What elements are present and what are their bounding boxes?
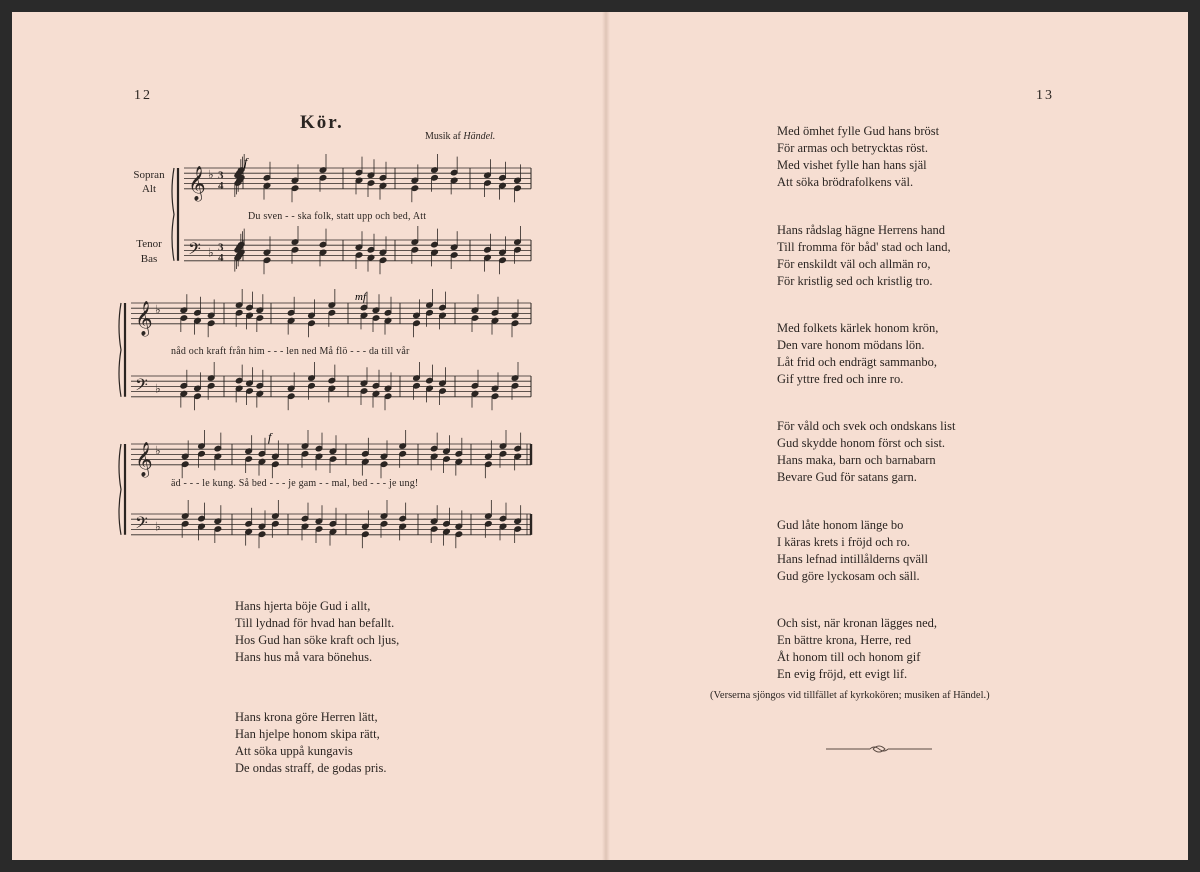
dynamic-mezzoforte: mf <box>355 291 366 303</box>
voice-label-bas: Bas <box>140 253 158 265</box>
stanza-right-5: Gud låte honom länge bo I käras krets i fröjd och ro. Hans lefnad intillålderns qväll Gud göre lyckosam och säll. <box>777 518 929 583</box>
voice-label-sopran: Sopran <box>133 169 165 181</box>
footnote: (Verserna sjöngos vid tillfället af kyrkokören; musiken af Händel.) <box>710 690 990 701</box>
flat-icon: ♭ <box>155 381 161 396</box>
page-number-right: 13 <box>1036 88 1054 103</box>
stanza-right-4: För våld och svek och ondskans list Gud skydde honom först och sist. Hans maka, barn och barnabarn Bevare Gud för satans garn. <box>777 419 956 484</box>
lyrics-line-2: nåd och kraft från him - - - len ned Må flö - - - da till vår <box>171 346 410 357</box>
flat-icon: ♭ <box>208 245 214 260</box>
page-title: Kör. <box>300 112 344 133</box>
stanza-left-2: Hans krona göre Herren lätt, Han hjelpe honom skipa rätt, Att söka uppå kungavis De ondas straff, de godas pris. <box>235 710 387 775</box>
flat-icon: ♭ <box>208 167 214 182</box>
system-brace <box>172 168 174 261</box>
flat-icon: ♭ <box>155 443 161 458</box>
stanza-right-3: Med folkets kärlek honom krön, Den vare honom mödans lön. Låt frid och endrägt sammanbo, Gif yttre fred och inre ro. <box>777 321 939 386</box>
dynamic-forte-2: f <box>268 430 272 444</box>
lyrics-line-3: äd - - - le kung. Så bed - - - je gam - - mal, bed - - - je ung! <box>171 478 419 489</box>
treble-clef-icon: 𝄞 <box>135 441 153 477</box>
page-number-left: 12 <box>134 88 152 103</box>
treble-clef-icon: 𝄞 <box>135 300 153 336</box>
flat-icon: ♭ <box>155 519 161 534</box>
time-sig-bottom: 4 <box>218 179 224 192</box>
lyrics-line-1: Du sven - - ska folk, statt upp och bed, Att <box>248 211 427 222</box>
system-brace <box>119 303 121 397</box>
time-sig-bottom: 4 <box>218 251 224 264</box>
stanza-right-6: Och sist, när kronan lägges ned, En bättre krona, Herre, red Åt honom till och honom gif En evig fröjd, ett evigt lif. <box>777 616 938 681</box>
time-sig-top: 3 <box>218 169 224 182</box>
stanza-right-1: Med ömhet fylle Gud hans bröst För armas och betrycktas röst. Med vishet fylle han hans själ Att söka brödrafolkens väl. <box>777 124 940 189</box>
music-credit: Musik af Händel. <box>425 131 496 142</box>
stanza-left-1: Hans hjerta böje Gud i allt, Till lydnad för hvad han befallt. Hos Gud han söke kraft och ljus, Hans hus må vara bönehus. <box>235 599 400 664</box>
time-sig-top: 3 <box>218 241 224 254</box>
stanza-right-2: Hans rådslag hägne Herrens hand Till fromma för båd' stad och land, För enskildt väl och allmän ro, För kristlig sed och kristlig tro. <box>777 223 951 288</box>
bass-clef-icon: 𝄢 <box>188 238 201 263</box>
treble-clef-icon: 𝄞 <box>188 165 206 201</box>
bass-clef-icon: 𝄢 <box>135 374 148 399</box>
dynamic-forte: f <box>244 155 248 169</box>
divider-ornament-icon <box>826 744 932 754</box>
flat-icon: ♭ <box>155 302 161 317</box>
voice-label-alt: Alt <box>141 183 157 195</box>
voice-label-tenor: Tenor <box>136 238 162 250</box>
system-brace <box>119 444 121 535</box>
bass-clef-icon: 𝄢 <box>135 512 148 537</box>
